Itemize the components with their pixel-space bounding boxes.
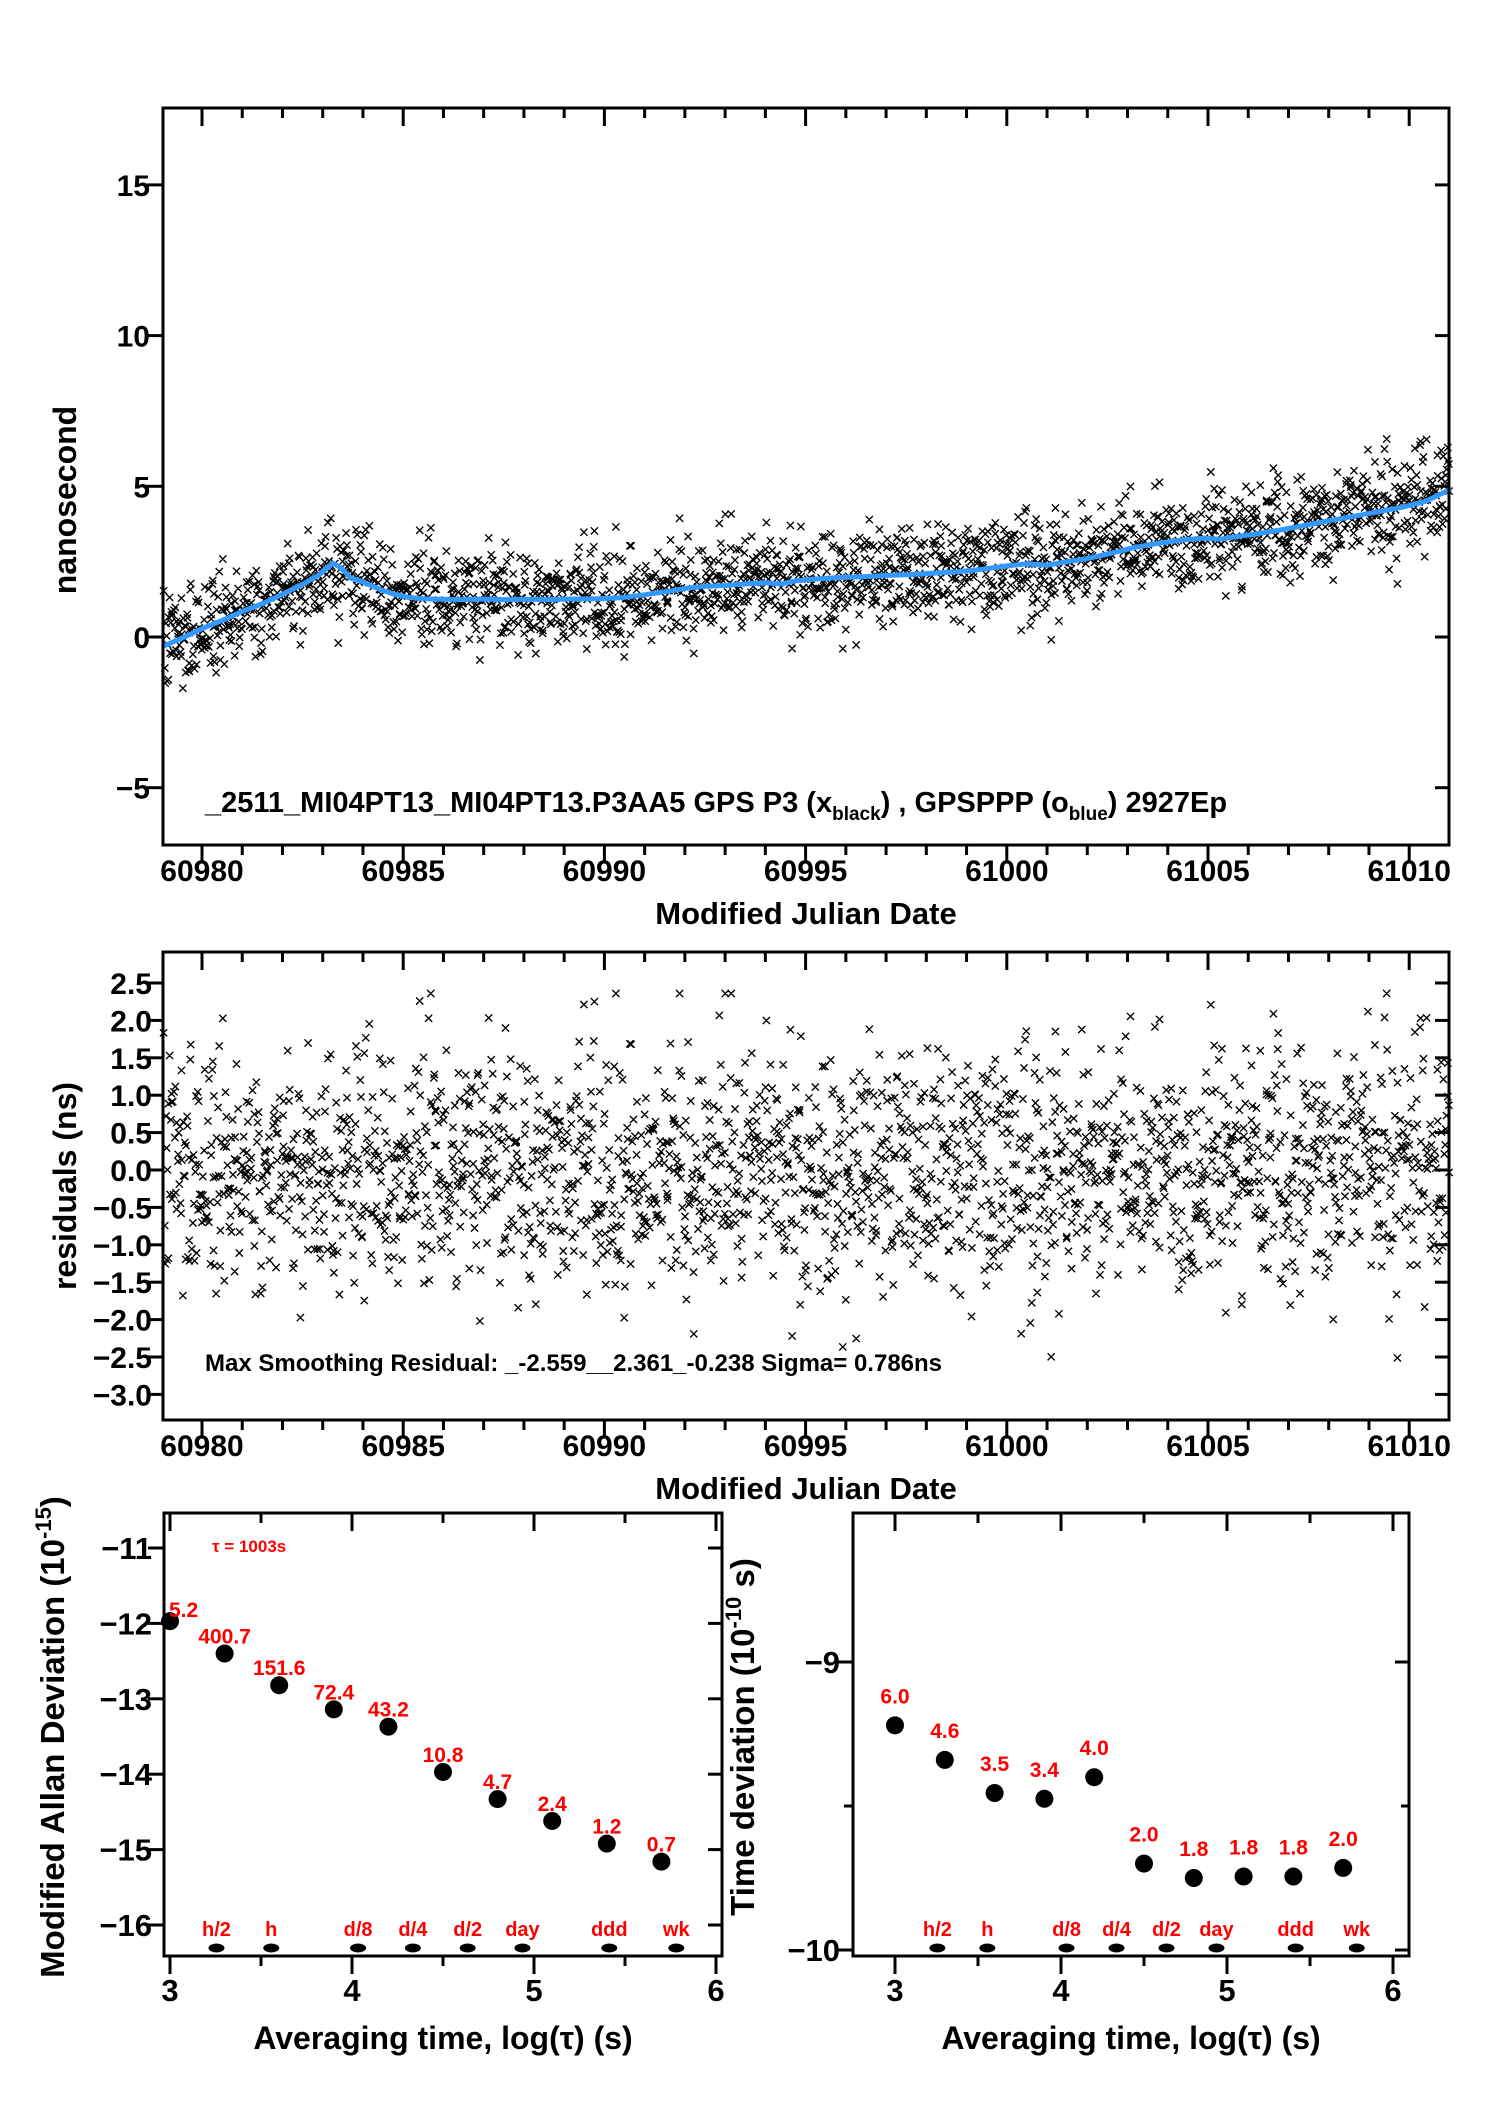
x-tick-label: 5	[525, 1973, 543, 2008]
y-tick-label: 1.5	[110, 1042, 152, 1076]
residuals-plot	[47, 952, 1453, 1506]
deviation-point-label: 10.8	[422, 1743, 464, 1767]
deviation-point-label: 2.0	[1328, 1827, 1358, 1851]
tau-marker-dot	[601, 1944, 617, 1953]
tau-marker-dot	[1208, 1944, 1224, 1953]
deviation-point-label: 400.7	[198, 1625, 251, 1649]
tau-marker-label: ddd	[1277, 1919, 1314, 1941]
x-tick-label: 60990	[562, 1430, 647, 1463]
x-tick-label: 60990	[562, 855, 647, 888]
deviation-point-label: 3.4	[1029, 1758, 1060, 1782]
deviation-point	[1284, 1868, 1302, 1886]
y-tick-label: −11	[101, 1531, 152, 1566]
tau-marker-label: wk	[662, 1919, 690, 1941]
y-tick-label: −15	[99, 1832, 152, 1868]
x-tick-label: 60980	[160, 1430, 244, 1463]
deviation-point-label: 151.6	[252, 1657, 306, 1681]
deviation-point-label: 4.6	[930, 1719, 960, 1743]
y-tick-label: 10	[116, 320, 150, 354]
tau-marker-label: h/2	[922, 1919, 952, 1941]
tau-marker-dot	[350, 1944, 366, 1953]
tau-marker-dot	[208, 1944, 224, 1953]
x-tick-label: 60980	[160, 855, 244, 888]
tau-marker-label: d/2	[453, 1919, 483, 1941]
tau-marker-label: h	[265, 1919, 278, 1941]
deviation-point-label: 43.2	[367, 1698, 409, 1722]
tau-marker-label: day	[505, 1919, 540, 1941]
x-tick-label: 60995	[763, 855, 848, 888]
deviation-point-label: 3.5	[979, 1753, 1010, 1777]
tau-marker-dot	[929, 1944, 945, 1953]
y-tick-label: −1.0	[92, 1229, 152, 1263]
y-tick-label: 0.0	[110, 1155, 152, 1188]
top-plot	[47, 108, 1453, 931]
deviation-point	[936, 1751, 954, 1769]
deviation-point-label: 72.4	[313, 1681, 355, 1705]
deviation-point-label: 2.4	[537, 1792, 567, 1816]
x-tick-label: 61010	[1367, 855, 1451, 888]
x-axis-title: Averaging time, log(τ) (s)	[941, 2020, 1321, 2056]
x-tick-label: 4	[1052, 1973, 1070, 2008]
x-tick-label: 4	[343, 1973, 361, 2008]
deviation-point-label: 5.2	[169, 1599, 199, 1623]
tau-marker-dot	[460, 1944, 476, 1953]
y-tick-label: −1.5	[92, 1267, 152, 1301]
tau-marker-label: h/2	[202, 1919, 231, 1941]
tau-marker-label: d/8	[1052, 1919, 1081, 1941]
deviation-point-label: 1.2	[592, 1815, 622, 1839]
x-tick-label: 6	[707, 1973, 725, 2008]
deviation-point-label: 0.7	[646, 1833, 677, 1857]
deviation-point-label: 6.0	[880, 1685, 910, 1709]
phase-scatter-markers	[160, 435, 1453, 692]
x-tick-label: 60985	[361, 1430, 445, 1463]
x-tick-label: 61010	[1367, 1430, 1451, 1463]
y-tick-label: −12	[99, 1606, 152, 1642]
deviation-point	[986, 1784, 1004, 1802]
plot-frame	[163, 108, 1449, 845]
x-tick-label: 61000	[965, 855, 1049, 888]
plot-frame	[164, 1513, 722, 1956]
tau-marker-dot	[1158, 1944, 1174, 1953]
x-tick-label: 60985	[361, 855, 445, 888]
deviation-point	[1334, 1859, 1352, 1877]
deviation-point	[1035, 1790, 1053, 1808]
y-tick-label: −5	[115, 772, 150, 806]
residual-stats-annotation: Max Smoothing Residual: _-2.559__2.361_-0.238 Sigma= 0.786ns	[205, 1350, 943, 1377]
deviation-point-label: 4.0	[1079, 1737, 1109, 1761]
y-tick-label: 0.5	[110, 1117, 152, 1151]
y-axis-title: Modified Allan Deviation $(10^{-15})$	[31, 1496, 71, 1978]
y-axis-title: Time deviation ($10^{-10}$ s)	[721, 1558, 761, 1916]
x-tick-label: 61000	[965, 1430, 1049, 1463]
y-tick-label: 2.0	[110, 1005, 152, 1039]
dataset-title-annotation: _2511_MI04PT13_MI04PT13.P3AA5 GPS P3 $(x_{black})$ , GPSPPP $(o_{blue})$ 2927Ep	[205, 787, 1228, 825]
x-tick-label: 6	[1384, 1973, 1402, 2008]
y-tick-label: −14	[99, 1757, 152, 1793]
tau-marker-label: d/8	[343, 1919, 373, 1941]
tau-marker-dot	[514, 1944, 530, 1953]
deviation-point-label: 1.8	[1228, 1836, 1259, 1860]
tau-marker-label: d/4	[398, 1919, 428, 1941]
tau-marker-label: ddd	[590, 1919, 628, 1941]
x-tick-label: 60995	[763, 1430, 848, 1463]
y-tick-label: 1.0	[110, 1080, 152, 1114]
tau-marker-dot	[1288, 1944, 1304, 1953]
tau-marker-label: d/4	[1102, 1919, 1131, 1941]
y-tick-label: −3.0	[92, 1379, 152, 1413]
y-tick-label: −10	[787, 1933, 840, 1968]
deviation-point-label: 1.8	[1278, 1836, 1309, 1860]
tau-marker-dot	[263, 1944, 279, 1953]
y-tick-label: −2.5	[92, 1342, 152, 1375]
x-axis-title: Modified Julian Date	[655, 1471, 957, 1506]
deviation-point	[1235, 1868, 1253, 1886]
y-tick-label: −16	[99, 1908, 152, 1943]
tdev-plot	[721, 1513, 1409, 2056]
y-tick-label: −2.0	[92, 1304, 152, 1338]
deviation-point	[1085, 1768, 1103, 1786]
y-tick-label: −0.5	[92, 1192, 152, 1226]
y-tick-label: 2.5	[110, 968, 152, 1001]
y-tick-label: −13	[99, 1681, 152, 1717]
tau-marker-dot	[1059, 1944, 1075, 1953]
x-tick-label: 61005	[1166, 855, 1250, 888]
tau-marker-label: h	[981, 1919, 994, 1941]
x-tick-label: 5	[1218, 1973, 1236, 2008]
y-axis-title: nanosecond	[47, 405, 83, 595]
x-tick-label: 3	[886, 1973, 904, 2008]
deviation-point	[1135, 1855, 1153, 1873]
deviation-point-label: 4.7	[482, 1771, 513, 1795]
tau-marker-label: day	[1199, 1919, 1234, 1941]
tau-marker-dot	[1349, 1944, 1365, 1953]
tau-marker-label: wk	[1343, 1919, 1371, 1941]
deviation-point-label: 1.8	[1179, 1838, 1209, 1861]
x-tick-label: 3	[161, 1973, 179, 2008]
residual-scatter-markers	[160, 990, 1453, 1364]
tau-marker-dot	[979, 1944, 995, 1953]
tau-annotation: τ = 1003s	[212, 1537, 287, 1556]
x-tick-label: 61005	[1166, 1430, 1250, 1463]
y-tick-label: 15	[116, 169, 150, 203]
y-tick-label: −9	[804, 1645, 840, 1680]
tau-marker-dot	[405, 1944, 421, 1953]
x-axis-title: Modified Julian Date	[655, 896, 957, 931]
x-axis-title: Averaging time, log(τ) (s)	[253, 2020, 633, 2056]
tau-marker-label: d/2	[1152, 1919, 1181, 1941]
tau-marker-dot	[668, 1944, 684, 1953]
y-tick-label: 0	[133, 622, 150, 655]
mdev-plot	[31, 1496, 725, 2056]
y-tick-label: 5	[133, 471, 150, 505]
y-axis-title: residuals (ns)	[47, 1081, 83, 1291]
tau-marker-dot	[1109, 1944, 1125, 1953]
deviation-point	[1185, 1869, 1203, 1887]
deviation-point-label: 2.0	[1129, 1823, 1159, 1847]
deviation-point	[886, 1716, 904, 1734]
